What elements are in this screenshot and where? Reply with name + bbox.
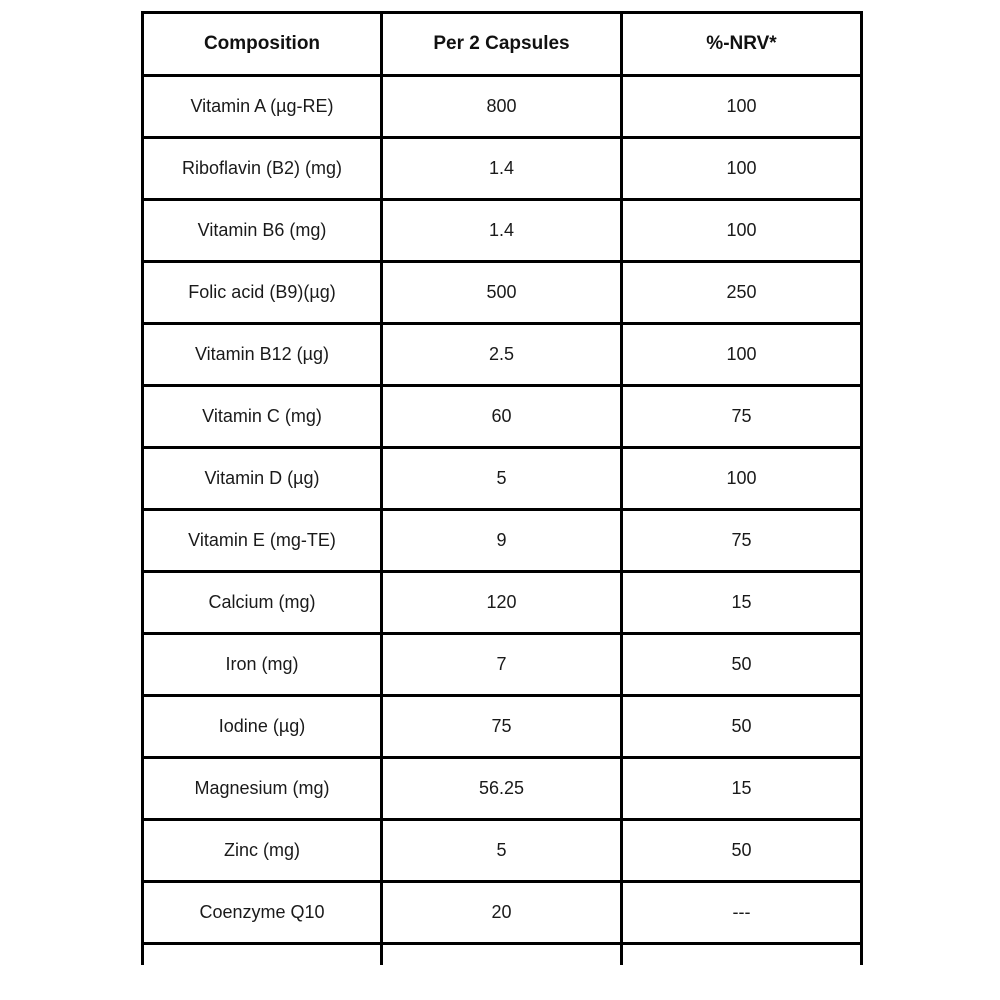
table-header-row — [143, 13, 862, 76]
cell-per-2-capsules: 1.4 — [382, 200, 622, 262]
table-row — [143, 572, 862, 634]
header-nrv: %-NRV* — [622, 13, 862, 76]
table-row — [143, 200, 862, 262]
cell-nrv: 75 — [622, 386, 862, 448]
table-row — [143, 138, 862, 200]
cell-per-2-capsules: 5 — [382, 820, 622, 882]
cell-per-2-capsules: 800 — [382, 76, 622, 138]
table-row — [143, 448, 862, 510]
cell-nrv: 250 — [622, 262, 862, 324]
table-row — [143, 882, 862, 944]
cell-composition: Vitamin C (mg) — [143, 386, 382, 448]
cell-nrv: 15 — [622, 572, 862, 634]
cell-composition: Folic acid (B9)(µg) — [143, 262, 382, 324]
cell-per-2-capsules: 75 — [382, 696, 622, 758]
cell-empty — [143, 944, 382, 966]
cell-per-2-capsules: 1.4 — [382, 138, 622, 200]
cell-per-2-capsules: 20 — [382, 882, 622, 944]
nutrition-composition-table — [141, 11, 863, 965]
cell-composition: Vitamin E (mg-TE) — [143, 510, 382, 572]
cell-composition: Iron (mg) — [143, 634, 382, 696]
cell-per-2-capsules: 56.25 — [382, 758, 622, 820]
cell-per-2-capsules: 2.5 — [382, 324, 622, 386]
cell-nrv: 50 — [622, 696, 862, 758]
cell-composition: Magnesium (mg) — [143, 758, 382, 820]
cell-composition: Vitamin D (µg) — [143, 448, 382, 510]
header-per-2-capsules: Per 2 Capsules — [382, 13, 622, 76]
cell-nrv: 100 — [622, 324, 862, 386]
cell-per-2-capsules: 5 — [382, 448, 622, 510]
cell-composition: Vitamin A (µg-RE) — [143, 76, 382, 138]
cell-per-2-capsules: 60 — [382, 386, 622, 448]
table-row — [143, 324, 862, 386]
table-row — [143, 696, 862, 758]
table-row — [143, 510, 862, 572]
table-row — [143, 758, 862, 820]
cell-empty — [622, 944, 862, 966]
cell-nrv: 15 — [622, 758, 862, 820]
table-row — [143, 386, 862, 448]
cell-nrv: --- — [622, 882, 862, 944]
cell-nrv: 50 — [622, 820, 862, 882]
cell-nrv: 50 — [622, 634, 862, 696]
table-row — [143, 634, 862, 696]
cell-nrv: 100 — [622, 138, 862, 200]
table-row — [143, 76, 862, 138]
table-row — [143, 820, 862, 882]
table-row-partial — [143, 944, 862, 966]
cell-composition: Zinc (mg) — [143, 820, 382, 882]
table-row — [143, 262, 862, 324]
cell-per-2-capsules: 7 — [382, 634, 622, 696]
cell-composition: Iodine (µg) — [143, 696, 382, 758]
cell-nrv: 100 — [622, 448, 862, 510]
cell-nrv: 75 — [622, 510, 862, 572]
cell-nrv: 100 — [622, 76, 862, 138]
cell-per-2-capsules: 500 — [382, 262, 622, 324]
cell-composition: Riboflavin (B2) (mg) — [143, 138, 382, 200]
header-composition: Composition — [143, 13, 382, 76]
cell-per-2-capsules: 120 — [382, 572, 622, 634]
cell-empty — [382, 944, 622, 966]
cell-nrv: 100 — [622, 200, 862, 262]
cell-composition: Vitamin B12 (µg) — [143, 324, 382, 386]
cell-composition: Vitamin B6 (mg) — [143, 200, 382, 262]
cell-composition: Coenzyme Q10 — [143, 882, 382, 944]
cell-per-2-capsules: 9 — [382, 510, 622, 572]
cell-composition: Calcium (mg) — [143, 572, 382, 634]
